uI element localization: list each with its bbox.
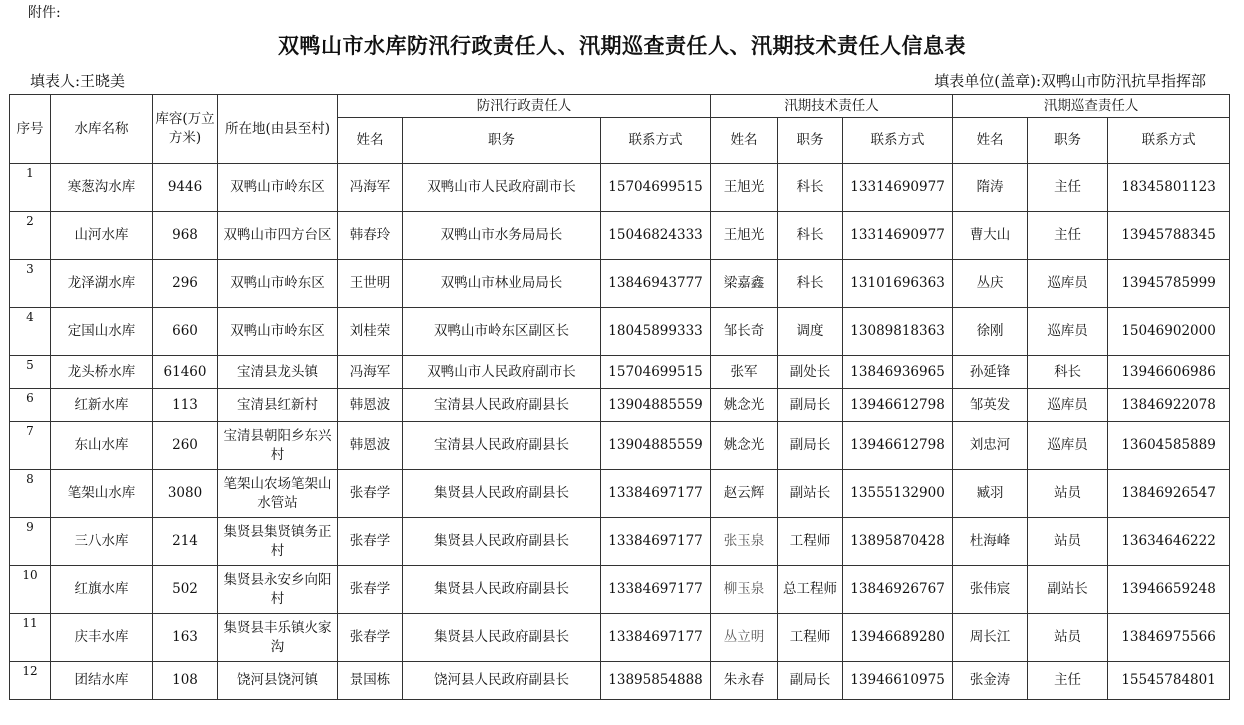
cell-admin-name: 韩春玲 [338,212,403,260]
cell-no: 8 [10,470,51,518]
cell-admin-phone: 15704699515 [601,356,711,389]
header-admin-position: 职务 [403,118,601,164]
cell-tech-position: 科长 [778,212,843,260]
cell-location: 宝清县龙头镇 [218,356,338,389]
cell-patrol-position: 站员 [1028,614,1108,662]
cell-tech-name: 王旭光 [711,212,778,260]
cell-admin-name: 冯海军 [338,164,403,212]
cell-tech-name: 张玉泉 [711,518,778,566]
cell-no: 9 [10,518,51,566]
cell-patrol-phone: 13634646222 [1108,518,1230,566]
header-seq: 序号 [10,95,51,164]
cell-reservoir: 龙泽湖水库 [51,260,153,308]
header-admin-contact: 联系方式 [601,118,711,164]
cell-tech-name: 姚念光 [711,422,778,470]
header-patrol-position: 职务 [1028,118,1108,164]
cell-patrol-position: 主任 [1028,662,1108,700]
cell-no: 3 [10,260,51,308]
cell-patrol-phone: 13846922078 [1108,389,1230,422]
cell-admin-phone: 15704699515 [601,164,711,212]
reservoir-responsibility-table [9,94,1230,700]
cell-capacity: 968 [153,212,218,260]
table-row [10,356,1230,389]
cell-reservoir: 庆丰水库 [51,614,153,662]
cell-reservoir: 龙头桥水库 [51,356,153,389]
cell-tech-phone: 13946689280 [843,614,953,662]
cell-no: 10 [10,566,51,614]
cell-tech-phone: 13101696363 [843,260,953,308]
cell-admin-position: 集贤县人民政府副县长 [403,614,601,662]
cell-admin-name: 冯海军 [338,356,403,389]
cell-reservoir: 寒葱沟水库 [51,164,153,212]
cell-admin-name: 景国栋 [338,662,403,700]
cell-admin-position: 宝清县人民政府副县长 [403,389,601,422]
cell-tech-phone: 13314690977 [843,212,953,260]
cell-admin-name: 韩恩波 [338,389,403,422]
page-title: 双鸭山市水库防汛行政责任人、汛期巡查责任人、汛期技术责任人信息表 [278,34,966,58]
attachment-label: 附件: [28,5,61,21]
cell-admin-name: 张春学 [338,614,403,662]
cell-patrol-name: 丛庆 [953,260,1028,308]
cell-admin-position: 集贤县人民政府副县长 [403,566,601,614]
cell-tech-position: 副站长 [778,470,843,518]
cell-patrol-phone: 18345801123 [1108,164,1230,212]
cell-tech-phone: 13089818363 [843,308,953,356]
cell-admin-phone: 13846943777 [601,260,711,308]
cell-patrol-name: 徐刚 [953,308,1028,356]
cell-admin-position: 双鸭山市人民政府副市长 [403,164,601,212]
cell-tech-name: 朱永春 [711,662,778,700]
cell-capacity: 260 [153,422,218,470]
cell-tech-phone: 13555132900 [843,470,953,518]
cell-patrol-phone: 13946606986 [1108,356,1230,389]
cell-admin-name: 张春学 [338,518,403,566]
cell-tech-name: 邹长奇 [711,308,778,356]
cell-patrol-phone: 13945785999 [1108,260,1230,308]
cell-admin-position: 双鸭山市人民政府副市长 [403,356,601,389]
header-tech-position: 职务 [778,118,843,164]
table-row [10,260,1230,308]
cell-reservoir: 红旗水库 [51,566,153,614]
cell-tech-position: 副局长 [778,389,843,422]
cell-tech-name: 张军 [711,356,778,389]
cell-admin-position: 集贤县人民政府副县长 [403,518,601,566]
header-patrol-name: 姓名 [953,118,1028,164]
header-admin-name: 姓名 [338,118,403,164]
cell-admin-phone: 13904885559 [601,389,711,422]
cell-admin-name: 王世明 [338,260,403,308]
cell-admin-name: 刘桂荣 [338,308,403,356]
cell-tech-position: 科长 [778,164,843,212]
cell-patrol-name: 孙延锋 [953,356,1028,389]
cell-tech-position: 副局长 [778,422,843,470]
cell-admin-phone: 13384697177 [601,518,711,566]
cell-tech-position: 副局长 [778,662,843,700]
cell-patrol-phone: 15545784801 [1108,662,1230,700]
cell-location: 笔架山农场笔架山水管站 [218,470,338,518]
cell-location: 集贤县丰乐镇火家沟 [218,614,338,662]
cell-capacity: 163 [153,614,218,662]
cell-patrol-position: 主任 [1028,212,1108,260]
cell-reservoir: 笔架山水库 [51,470,153,518]
cell-tech-phone: 13946610975 [843,662,953,700]
header-location: 所在地(由县至村) [218,95,338,164]
cell-location: 集贤县集贤镇务正村 [218,518,338,566]
cell-reservoir: 东山水库 [51,422,153,470]
cell-patrol-name: 杜海峰 [953,518,1028,566]
cell-tech-name: 姚念光 [711,389,778,422]
cell-capacity: 214 [153,518,218,566]
filler-unit: 填表单位(盖章):双鸭山市防汛抗旱指挥部 [934,72,1206,90]
table-row [10,518,1230,566]
cell-admin-phone: 13384697177 [601,614,711,662]
cell-patrol-name: 隋涛 [953,164,1028,212]
cell-no: 5 [10,356,51,389]
header-patrol-contact: 联系方式 [1108,118,1230,164]
cell-capacity: 9446 [153,164,218,212]
cell-admin-phone: 13895854888 [601,662,711,700]
table-row [10,308,1230,356]
header-patrol-group: 汛期巡查责任人 [953,95,1230,118]
cell-patrol-name: 张伟宸 [953,566,1028,614]
cell-admin-position: 宝清县人民政府副县长 [403,422,601,470]
header-admin-group: 防汛行政责任人 [338,95,711,118]
cell-tech-position: 副处长 [778,356,843,389]
cell-reservoir: 定国山水库 [51,308,153,356]
cell-no: 6 [10,389,51,422]
cell-reservoir: 团结水库 [51,662,153,700]
cell-admin-name: 韩恩波 [338,422,403,470]
cell-tech-phone: 13946612798 [843,389,953,422]
cell-capacity: 113 [153,389,218,422]
cell-reservoir: 红新水库 [51,389,153,422]
cell-location: 饶河县饶河镇 [218,662,338,700]
cell-patrol-name: 刘忠河 [953,422,1028,470]
cell-patrol-name: 周长江 [953,614,1028,662]
cell-admin-position: 双鸭山市岭东区副区长 [403,308,601,356]
table-row [10,422,1230,470]
cell-patrol-name: 张金涛 [953,662,1028,700]
cell-no: 11 [10,614,51,662]
cell-tech-name: 柳玉泉 [711,566,778,614]
cell-tech-position: 总工程师 [778,566,843,614]
cell-patrol-position: 主任 [1028,164,1108,212]
cell-capacity: 660 [153,308,218,356]
cell-patrol-position: 科长 [1028,356,1108,389]
header-capacity: 库容(万立方米) [153,95,218,164]
cell-admin-phone: 13904885559 [601,422,711,470]
cell-patrol-phone: 13945788345 [1108,212,1230,260]
cell-admin-phone: 18045899333 [601,308,711,356]
cell-tech-phone: 13846926767 [843,566,953,614]
cell-location: 双鸭山市岭东区 [218,260,338,308]
cell-location: 双鸭山市岭东区 [218,164,338,212]
cell-location: 双鸭山市岭东区 [218,308,338,356]
cell-admin-phone: 13384697177 [601,470,711,518]
cell-patrol-position: 巡库员 [1028,389,1108,422]
cell-location: 双鸭山市四方台区 [218,212,338,260]
cell-patrol-phone: 13846975566 [1108,614,1230,662]
cell-no: 12 [10,662,51,700]
cell-patrol-position: 副站长 [1028,566,1108,614]
cell-no: 7 [10,422,51,470]
cell-patrol-position: 站员 [1028,470,1108,518]
cell-capacity: 502 [153,566,218,614]
header-tech-name: 姓名 [711,118,778,164]
cell-reservoir: 山河水库 [51,212,153,260]
table-row [10,212,1230,260]
cell-patrol-phone: 15046902000 [1108,308,1230,356]
table-row [10,164,1230,212]
cell-tech-phone: 13314690977 [843,164,953,212]
table-row [10,662,1230,700]
cell-capacity: 61460 [153,356,218,389]
cell-no: 2 [10,212,51,260]
cell-admin-phone: 15046824333 [601,212,711,260]
cell-patrol-phone: 13604585889 [1108,422,1230,470]
cell-tech-position: 调度 [778,308,843,356]
cell-tech-name: 赵云辉 [711,470,778,518]
cell-capacity: 108 [153,662,218,700]
cell-tech-phone: 13895870428 [843,518,953,566]
cell-patrol-name: 邹英发 [953,389,1028,422]
cell-capacity: 3080 [153,470,218,518]
cell-patrol-phone: 13846926547 [1108,470,1230,518]
header-tech-group: 汛期技术责任人 [711,95,953,118]
cell-tech-phone: 13946612798 [843,422,953,470]
cell-reservoir: 三八水库 [51,518,153,566]
cell-admin-position: 双鸭山市水务局局长 [403,212,601,260]
cell-capacity: 296 [153,260,218,308]
cell-location: 宝清县红新村 [218,389,338,422]
cell-tech-name: 王旭光 [711,164,778,212]
cell-location: 集贤县永安乡向阳村 [218,566,338,614]
cell-patrol-position: 巡库员 [1028,308,1108,356]
cell-admin-name: 张春学 [338,566,403,614]
cell-admin-position: 集贤县人民政府副县长 [403,470,601,518]
cell-location: 宝清县朝阳乡东兴村 [218,422,338,470]
cell-patrol-phone: 13946659248 [1108,566,1230,614]
cell-patrol-name: 曹大山 [953,212,1028,260]
table-row [10,389,1230,422]
cell-admin-phone: 13384697177 [601,566,711,614]
cell-tech-position: 科长 [778,260,843,308]
cell-no: 1 [10,164,51,212]
cell-patrol-position: 巡库员 [1028,260,1108,308]
cell-tech-position: 工程师 [778,614,843,662]
cell-patrol-position: 站员 [1028,518,1108,566]
cell-tech-name: 丛立明 [711,614,778,662]
cell-patrol-name: 臧羽 [953,470,1028,518]
table-row [10,470,1230,518]
table-row [10,566,1230,614]
header-reservoir: 水库名称 [51,95,153,164]
cell-admin-name: 张春学 [338,470,403,518]
header-tech-contact: 联系方式 [843,118,953,164]
cell-admin-position: 饶河县人民政府副县长 [403,662,601,700]
filler-name: 填表人:王晓美 [30,72,126,90]
table-row [10,614,1230,662]
cell-tech-position: 工程师 [778,518,843,566]
cell-admin-position: 双鸭山市林业局局长 [403,260,601,308]
cell-tech-phone: 13846936965 [843,356,953,389]
cell-tech-name: 梁嘉鑫 [711,260,778,308]
cell-no: 4 [10,308,51,356]
cell-patrol-position: 巡库员 [1028,422,1108,470]
